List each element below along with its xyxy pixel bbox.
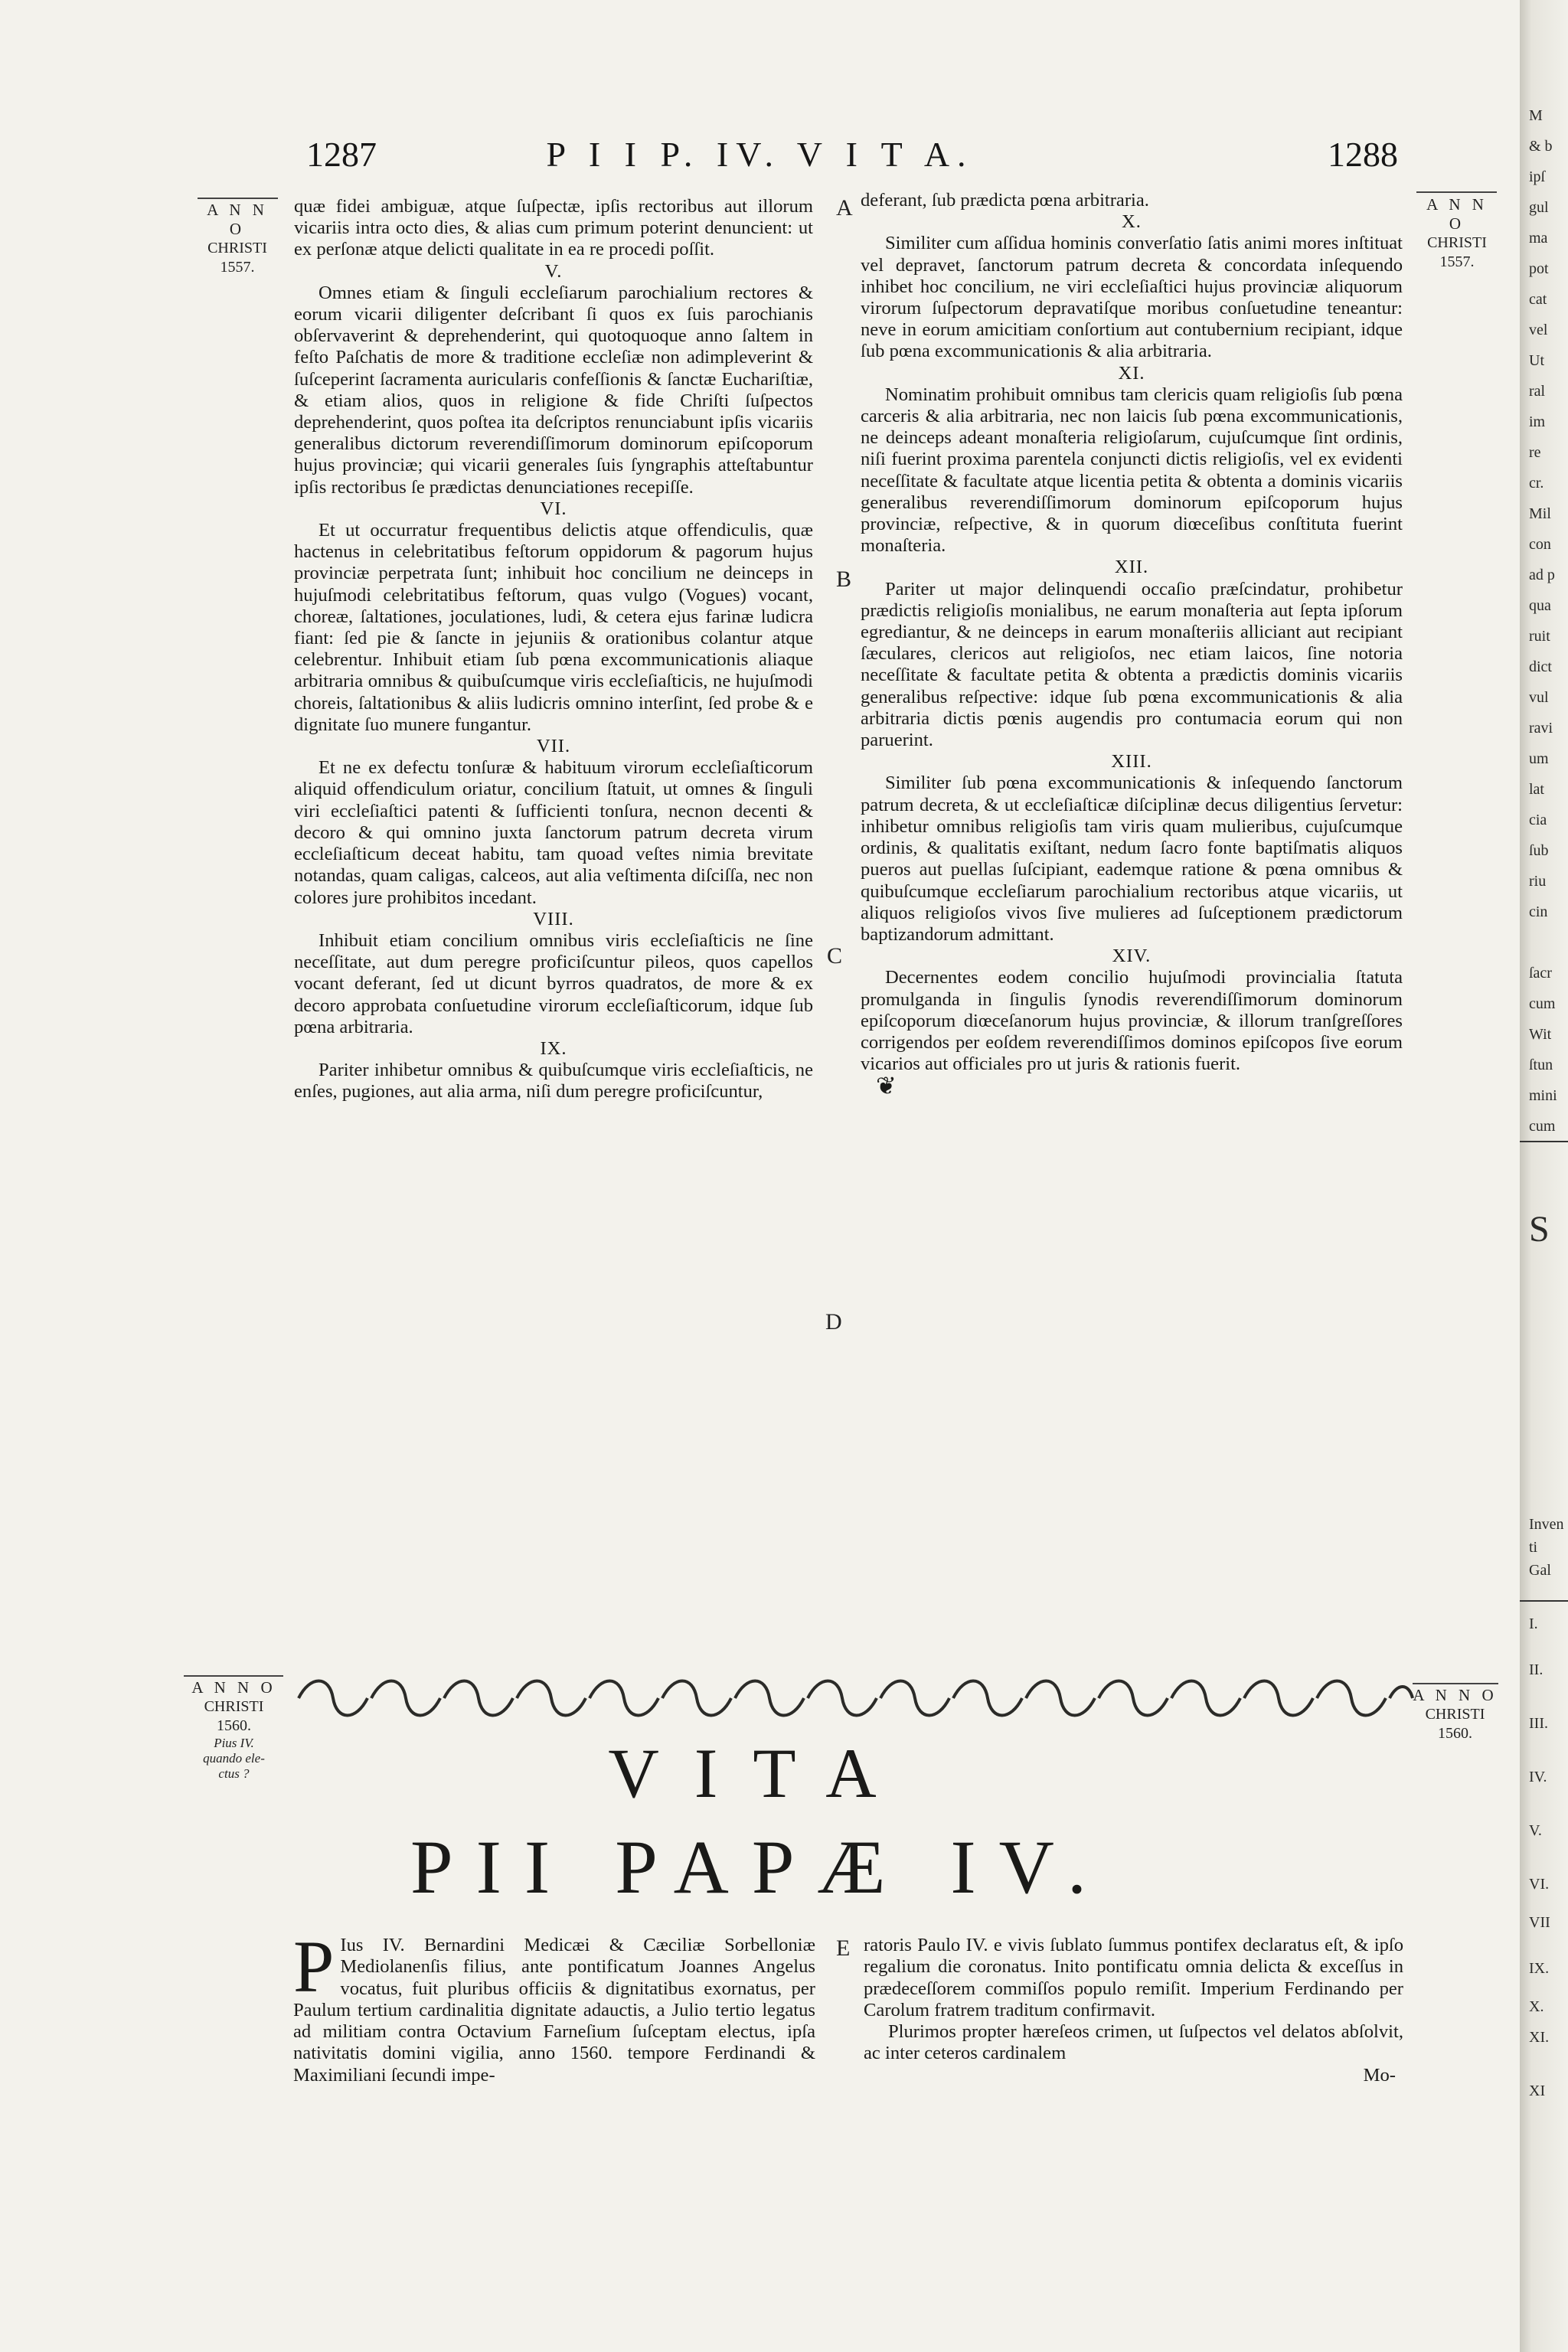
ornament-scroll-icon bbox=[1026, 1681, 1095, 1716]
gutter-fragment: cat bbox=[1529, 291, 1547, 308]
margin-christi: CHRISTI bbox=[1427, 234, 1487, 251]
gutter-fragment: ad p bbox=[1529, 567, 1555, 583]
gutter-fragment: Inven bbox=[1529, 1516, 1564, 1533]
ornament-scroll-icon bbox=[1317, 1681, 1386, 1716]
gutter-fragment: S bbox=[1529, 1209, 1550, 1250]
paragraph: Decernentes eodem concilio hujuſmodi provincialia ſtatuta promulganda in ſingulis ſynodis reverendiſſimorum dominorum epiſcoporum diœceſanorum hujus provinciæ, & illorum tranſgreſſores corrigendos per eoſdem reverendiſſimos dominos epiſcopos ſive eorum vicarios aut officiales pro ut juris & rationis fuerit. bbox=[861, 967, 1403, 1075]
gutter-fragment: M bbox=[1529, 107, 1543, 124]
paragraph: Similiter cum aſſidua hominis converſatio ſatis animi mores inſtituat vel depravet, ſanctorum patrum decreta & concordata inſequendo inhibet hoc concilium, ne viri eccleſiaſtici hujus provinciæ aliquorum virorum ſuſpectorum depravatiſque moribus conſuetudine teneantur: neve in eorum amicitiam conſortium aut contubernium recipiant, idque ſub pœna excommunicationis & alia arbitraria. bbox=[861, 233, 1403, 362]
side-letter-a: A bbox=[836, 195, 853, 220]
section-number: XII. bbox=[1114, 557, 1149, 578]
paragraph: Omnes etiam & ſinguli eccleſiarum parochialium rectores & eorum vicarii diligenter deſcribant ſi quos ex ſuis parochianis obſervaverint & deprehenderint, qui quotoquoque anno ſaltem in feſto Paſchatis de more & traditione eccleſiæ non adimpleverint & ſuſceperint ſacramenta auricularis confeſſionis & ſanctæ Euchariſtiæ, & etiam alios, quos in religione & fide Chriſti ſuſpectos deprehenderint, quos poſtea ita deſcriptos renunciabunt ipſis vicariis generalibus dictorum reverendiſſimorum dominorum epiſcoporum hujus provinciæ; qui vicarii generales ſuis ſyngraphis atteſtabuntur ipſis rectoribus ſe prædictas denunciationes recepiſſe. bbox=[294, 282, 813, 498]
section-number: XIII. bbox=[1111, 751, 1152, 773]
gutter-fragment: ſacr bbox=[1529, 965, 1552, 982]
margin-year: 1557. bbox=[220, 259, 255, 276]
margin-year: 1557. bbox=[1439, 253, 1475, 270]
gutter-fragment: Gal bbox=[1529, 1562, 1551, 1579]
gutter-fragment: lat bbox=[1529, 781, 1544, 798]
gutter-fragment: vul bbox=[1529, 689, 1549, 706]
margin-rule bbox=[198, 198, 278, 199]
gutter-fragment: ravi bbox=[1529, 720, 1553, 737]
gutter-fragment: cum bbox=[1529, 1118, 1556, 1135]
gutter-fragment: qua bbox=[1529, 597, 1551, 614]
gutter-fragment: Wit bbox=[1529, 1026, 1552, 1043]
side-letter-e: E bbox=[836, 1936, 851, 1961]
gutter-fragment: V. bbox=[1529, 1822, 1542, 1839]
gutter-fragment: XI. bbox=[1529, 2029, 1550, 2046]
page-number-right: 1288 bbox=[1328, 135, 1398, 174]
side-letter-c: C bbox=[827, 943, 843, 969]
gutter-fragment: ruit bbox=[1529, 628, 1550, 645]
section-number: X. bbox=[1122, 211, 1142, 233]
ornament-scroll-icon bbox=[735, 1681, 804, 1716]
margin-rule bbox=[1413, 1683, 1498, 1684]
page-number-left: 1287 bbox=[306, 135, 377, 174]
paragraph: Ius IV. Bernardini Medicæi & Cæciliæ Sorbelloniæ Mediolanenſis filius, ante pontificatum Joannes Angelus vocatus, fuit pluribus officiis & dignitatibus exornatus, per Paulum tertium cardinalitia dignitate adauctis, a Julio tertio legatus ad militiam contra Octavium Farneſium ſuſceptam electus, ipſa nativitatis domini vigilia, anno 1560. tempore Ferdinandi & Maximiliani ſecundi impe- bbox=[293, 1935, 815, 2086]
gutter-fragment: riu bbox=[1529, 873, 1547, 890]
text-column-bottom-right bbox=[864, 1935, 1403, 2086]
margin-note-text: quando ele- bbox=[203, 1751, 265, 1766]
section-number: V. bbox=[544, 260, 563, 282]
gutter-fragment: III. bbox=[1529, 1715, 1548, 1732]
ornament-scroll-icon bbox=[371, 1681, 440, 1716]
section-number: VI. bbox=[540, 498, 567, 519]
section-number: IX. bbox=[540, 1037, 567, 1059]
gutter-fragment: con bbox=[1529, 536, 1551, 553]
gutter-fragment: mini bbox=[1529, 1087, 1557, 1104]
gutter-fragment: XI bbox=[1529, 2082, 1546, 2099]
margin-year: 1560. bbox=[217, 1717, 251, 1734]
gutter-fragment: pot bbox=[1529, 260, 1549, 277]
chapter-title-line2: PII PAPÆ IV. bbox=[410, 1824, 1110, 1909]
gutter-fragment: vel bbox=[1529, 322, 1548, 338]
chapter-title-line1: VITA bbox=[608, 1734, 912, 1812]
paragraph: deferant, ſub prædicta pœna arbitraria. bbox=[861, 190, 1149, 211]
margin-rule bbox=[184, 1675, 283, 1677]
margin-note-year-right bbox=[1415, 195, 1499, 272]
ornament-scroll-icon bbox=[517, 1681, 586, 1716]
ornament-scroll-icon bbox=[808, 1681, 877, 1716]
gutter-fragment: cin bbox=[1529, 903, 1548, 920]
margin-note-year-left bbox=[195, 201, 279, 277]
paragraph: Inhibuit etiam concilium omnibus viris eccleſiaſticis ne ſine neceſſitate, aut dum peregre proficiſcuntur pileos, quos capellos vocant deferant, ſed ut dicunt byrros quadratos, de more & ex decoro approbata conſuetudine virorum eccleſiaſticorum, idque ſub pœna arbitraria. bbox=[294, 929, 813, 1037]
gutter-rule bbox=[1520, 1600, 1568, 1602]
margin-christi: CHRISTI bbox=[204, 1698, 264, 1715]
text-column-left bbox=[294, 196, 813, 1103]
drop-cap: P bbox=[293, 1926, 335, 2007]
end-mark-icon: ❦ bbox=[876, 1072, 897, 1100]
margin-christi: CHRISTI bbox=[1425, 1706, 1485, 1723]
margin-anno: A N N O bbox=[207, 201, 268, 238]
section-number: XI. bbox=[1118, 362, 1145, 384]
gutter-fragment: cum bbox=[1529, 995, 1556, 1012]
text-column-right bbox=[861, 190, 1403, 1100]
gutter-fragment: cr. bbox=[1529, 475, 1544, 492]
gutter-fragment: & b bbox=[1529, 138, 1553, 155]
paragraph: quæ fidei ambiguæ, atque ſuſpectæ, ipſis rectoribus aut illorum vicariis intra octo dies, & alias cum primum poterint denuncient: ut ex perſonæ atque delicti qualitate in ea re procedi poſſit. bbox=[294, 196, 813, 260]
paragraph: ratoris Paulo IV. e vivis ſublato ſummus pontifex declaratus eſt, & ipſo regalium die coronatus. Inito pontificatu omnia delicta & exceſſus in prædeceſſorem commiſſos populo remiſit. Imperium Ferdinando per Carolum fratrem traditum confirmavit. bbox=[864, 1935, 1403, 2020]
gutter-fragment: Mil bbox=[1529, 505, 1551, 522]
gutter-fragment: re bbox=[1529, 444, 1541, 461]
margin-note-text: Pius IV. bbox=[214, 1736, 254, 1750]
ornament-band bbox=[295, 1671, 1416, 1725]
side-letter-b: B bbox=[836, 567, 852, 592]
gutter-fragment: ral bbox=[1529, 383, 1546, 400]
gutter-fragment: I. bbox=[1529, 1615, 1538, 1632]
side-letter-d: D bbox=[825, 1309, 842, 1334]
margin-anno: A N N O bbox=[191, 1678, 276, 1697]
ornament-scroll-icon bbox=[299, 1681, 368, 1716]
ornament-scroll-icon bbox=[880, 1681, 949, 1716]
gutter-fragment: gul bbox=[1529, 199, 1549, 216]
gutter-fragment: II. bbox=[1529, 1661, 1544, 1678]
ornament-scroll-icon bbox=[953, 1681, 1022, 1716]
margin-christi: CHRISTI bbox=[207, 240, 267, 256]
text-column-bottom-left bbox=[293, 1926, 815, 2086]
gutter-fragment: IX. bbox=[1529, 1960, 1550, 1977]
section-number: VIII. bbox=[533, 908, 574, 929]
ornament-scroll-icon bbox=[1390, 1687, 1413, 1698]
paragraph: Et ne ex defectu tonſuræ & habituum virorum eccleſiaſticorum aliquid offendiculum oriatur, concilium ſtatuit, ut omnes & ſinguli viri eccleſiaſtici patenti & ſufficienti tonſura, necnon decenti & decoro & qui omnino juxta ſanctorum patrum decreta virum eccleſiaſticum deceat habitu, tam quoad veſtes nimia brevitate notandas, quam caligas, calceos, aut alia veſtimenta diſciſſa, nec non colores jure prohibitos incedant. bbox=[294, 757, 813, 908]
gutter-fragment: X. bbox=[1529, 1998, 1544, 2015]
section-number: VII. bbox=[536, 736, 571, 757]
gutter-fragment: ti bbox=[1529, 1539, 1538, 1556]
gutter-rule bbox=[1520, 1141, 1568, 1142]
margin-year: 1560. bbox=[1438, 1725, 1472, 1742]
facing-page-edge bbox=[1520, 0, 1568, 2352]
gutter-fragment: cia bbox=[1529, 812, 1547, 828]
paragraph: Pariter ut major delinquendi occaſio præſcindatur, prohibetur prædictis religioſis monialibus, ne earum monaſteria aut ſepta ipſorum egrediantur, & ne deinceps in earum monaſteriis alliciant aut recipiant ſæculares, clericos aut religioſos, nec etiam laicos, ſine notoria neceſſitate & facultate petita & obtenta a prædictis dominis vicariis generalibus reſpective: idque ſub pœna excommunicationis & alia arbitraria dictis pœnis augendis pro contumacia eorum qui non paruerint. bbox=[861, 578, 1403, 751]
ornament-scroll-icon bbox=[662, 1681, 731, 1716]
paragraph: Nominatim prohibuit omnibus tam clericis quam religioſis ſub pœna carceris & alia arbitraria, nec non laicis ſub pœna excommunicationis, ne deinceps adeant monaſteria religioſarum, cujuſcumque ſint ordinis, niſi fuerint proxima parentela conjuncti dictis religioſis, vel ex evidenti neceſſitate & facultate atque licentia petita & obtenta a dominis vicariis generalibus reverendiſſimorum dominorum epiſcoporum hujus provinciæ, reſpective, & in quorum diœceſibus conſtituta fuerint monaſteria. bbox=[861, 384, 1403, 557]
ornament-scroll-icon bbox=[590, 1681, 658, 1716]
margin-anno: A N N O bbox=[1426, 195, 1488, 233]
gutter-fragment: um bbox=[1529, 750, 1549, 767]
gutter-fragment: VI. bbox=[1529, 1876, 1550, 1893]
gutter-fragment: Ut bbox=[1529, 352, 1544, 369]
paragraph: Et ut occurratur frequentibus delictis atque offendiculis, quæ hactenus in celebritatibus feſtorum oppidorum & pagorum hujus provinciæ perpetrata ſunt; inhibuit hoc concilium ne deinceps in hujuſmodi celebritatibus feſtorum, quas vulgo (Vogues) vocant, choreæ, ſaltationes, joculationes, ludi, & cetera ejus farinæ ludicra fiant: ſed pie & ſancte in jejuniis & orationibus colantur atque celebrentur. Inhibuit etiam ſub pœna excommunicationis aliaque arbitraria omnibus & quibuſcumque viris eccleſiaſticis, ne hujuſmodi choreis, ſaltationibus & aliis ludicris omnino interſint, ſed probe & e dignitate ſuo munere fungantur. bbox=[294, 520, 813, 735]
gutter-fragment: IV. bbox=[1529, 1769, 1547, 1785]
ornament-scroll-icon bbox=[1099, 1681, 1168, 1716]
running-title: P I I P. IV. V I T A. bbox=[546, 135, 974, 174]
gutter-fragment: im bbox=[1529, 413, 1546, 430]
gutter-fragment: dict bbox=[1529, 658, 1552, 675]
ornament-scroll-icon bbox=[1244, 1681, 1313, 1716]
margin-anno: A N N O bbox=[1413, 1686, 1498, 1704]
gutter-fragment: VII bbox=[1529, 1914, 1550, 1931]
catchword: Mo- bbox=[1363, 2064, 1396, 2086]
ornament-scroll-icon bbox=[1171, 1681, 1240, 1716]
paragraph: Similiter ſub pœna excommunicationis & inſequendo ſanctorum patrum decreta, & ut eccleſiaſticæ diſciplinæ decus diligentius ſervetur: inhibetur omnibus religioſis tam viris quam mulieribus, cujuſcumque ordinis, & qualitatis exiſtant, nedum ſacro fonte baptiſmatis aliquos pueros aut puellas ſuſcipiant, eademque ratione & pœna omnibus & quibuſcumque eccleſiarum parochialium rectoribus atque vicariis, ut aliquos religioſos vivos ſive mulieres ad ſuſceptionem prædictorum baptizandorum admittant. bbox=[861, 773, 1403, 945]
margin-rule bbox=[1416, 191, 1497, 193]
paragraph: Plurimos propter hæreſeos crimen, ut ſuſpectos vel delatos abſolvit, ac inter ceteros cardinalem bbox=[864, 2021, 1403, 2064]
gutter-fragment: ſtun bbox=[1529, 1057, 1553, 1073]
margin-note-text: ctus ? bbox=[218, 1766, 250, 1781]
paragraph: Pariter inhibetur omnibus & quibuſcumque viris eccleſiaſticis, ne enſes, pugiones, aut alia arma, niſi dum peregre proficiſcuntur, bbox=[294, 1060, 813, 1102]
gutter-fragment: ſub bbox=[1529, 842, 1549, 859]
gutter-fragment: ma bbox=[1529, 230, 1548, 247]
ornament-scroll-icon bbox=[444, 1681, 513, 1716]
section-number: XIV. bbox=[1112, 946, 1152, 967]
gutter-fragment: ipſ bbox=[1529, 168, 1546, 185]
